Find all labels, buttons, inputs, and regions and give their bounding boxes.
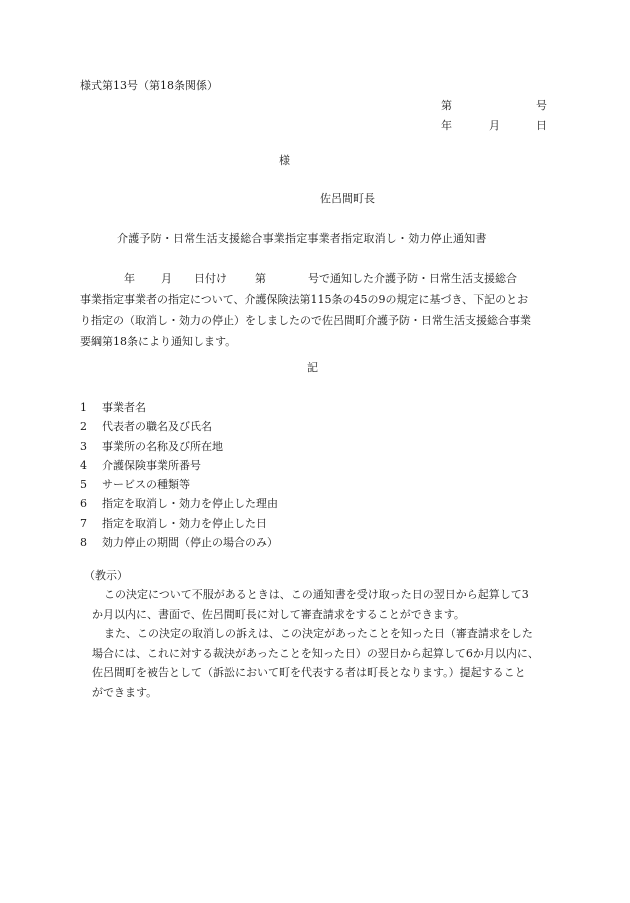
- body-month-label: 月: [161, 272, 172, 285]
- item-number: 2: [80, 420, 87, 434]
- ki-heading: 記: [307, 361, 318, 374]
- body-line-1: [80, 268, 560, 289]
- doc-number-label: 第: [441, 99, 452, 112]
- list-item: [80, 533, 278, 552]
- list-item: [80, 398, 278, 417]
- notice-p1-line-2: か月以内に、書面で、佐呂間町長に対して審査請求をすることができます。: [92, 607, 465, 621]
- body-line-4: 要綱第18条により通知します。: [80, 335, 237, 348]
- body-date-suffix: 日付け: [194, 272, 227, 285]
- notice-p2-line-1: また、この決定の取消しの訴えは、この決定があったことを知った日（審査請求をした: [104, 627, 533, 640]
- notice-section: [80, 567, 560, 702]
- notice-heading: （教示）: [84, 569, 128, 582]
- item-list: [80, 398, 278, 552]
- item-label: 介護保険事業所番号: [102, 458, 201, 472]
- list-item: [80, 456, 278, 475]
- issuer-name: 佐呂間町長: [320, 192, 375, 205]
- addressee-honorific: 様: [279, 154, 290, 167]
- item-number: 1: [80, 401, 87, 414]
- list-item: [80, 417, 278, 436]
- document-title: 介護予防・日常生活支援総合事業指定事業者指定取消し・効力停止通知書: [117, 232, 487, 245]
- item-label: 効力停止の期間（停止の場合のみ）: [102, 536, 278, 550]
- body-line-1-rest: 号で通知した介護予防・日常生活支援総合: [308, 272, 517, 285]
- item-label: サービスの種類等: [102, 478, 190, 492]
- list-item: [80, 475, 278, 494]
- item-number: 5: [80, 478, 87, 492]
- date-year: 年: [441, 119, 452, 132]
- item-number: 4: [80, 458, 87, 472]
- list-item: [80, 494, 278, 513]
- body-year-label: 年: [124, 272, 135, 285]
- body-line-2: 事業指定事業者の指定について、介護保険法第115条の45の9の規定に基づき、下記のとお: [80, 293, 529, 306]
- notice-p2-line-4: ができます。: [92, 685, 158, 699]
- item-number: 7: [80, 516, 87, 530]
- item-label: 指定を取消し・効力を停止した日: [102, 516, 267, 530]
- item-label: 事業者名: [102, 401, 146, 414]
- item-label: 事業所の名称及び所在地: [102, 439, 223, 453]
- body-paragraph: [80, 268, 560, 352]
- item-label: 指定を取消し・効力を停止した理由: [102, 497, 278, 511]
- body-line-3: り指定の（取消し・効力の停止）をしましたので佐呂間町介護予防・日常生活支援総合事業: [80, 314, 531, 327]
- list-item: [80, 514, 278, 533]
- date-day: 日: [536, 119, 547, 132]
- item-label: 代表者の職名及び氏名: [102, 420, 212, 434]
- date-month: 月: [489, 119, 500, 132]
- item-number: 3: [80, 439, 87, 453]
- body-number-prefix: 第: [255, 272, 266, 285]
- notice-p2-line-3: 佐呂間町を被告として（訴訟において町を代表する者は町長となります。）提起すること: [92, 666, 526, 679]
- doc-number-suffix: 号: [536, 99, 547, 112]
- notice-p2-line-2: 場合には、これに対する裁決があったことを知った日）の翌日から起算して6か月以内に、: [92, 646, 539, 660]
- notice-p1-line-1: この決定について不服があるときは、この通知書を受け取った日の翌日から起算して3: [104, 588, 529, 601]
- item-number: 8: [80, 536, 87, 550]
- list-item: [80, 437, 278, 456]
- item-number: 6: [80, 497, 87, 511]
- form-number: 様式第13号（第18条関係）: [80, 79, 218, 92]
